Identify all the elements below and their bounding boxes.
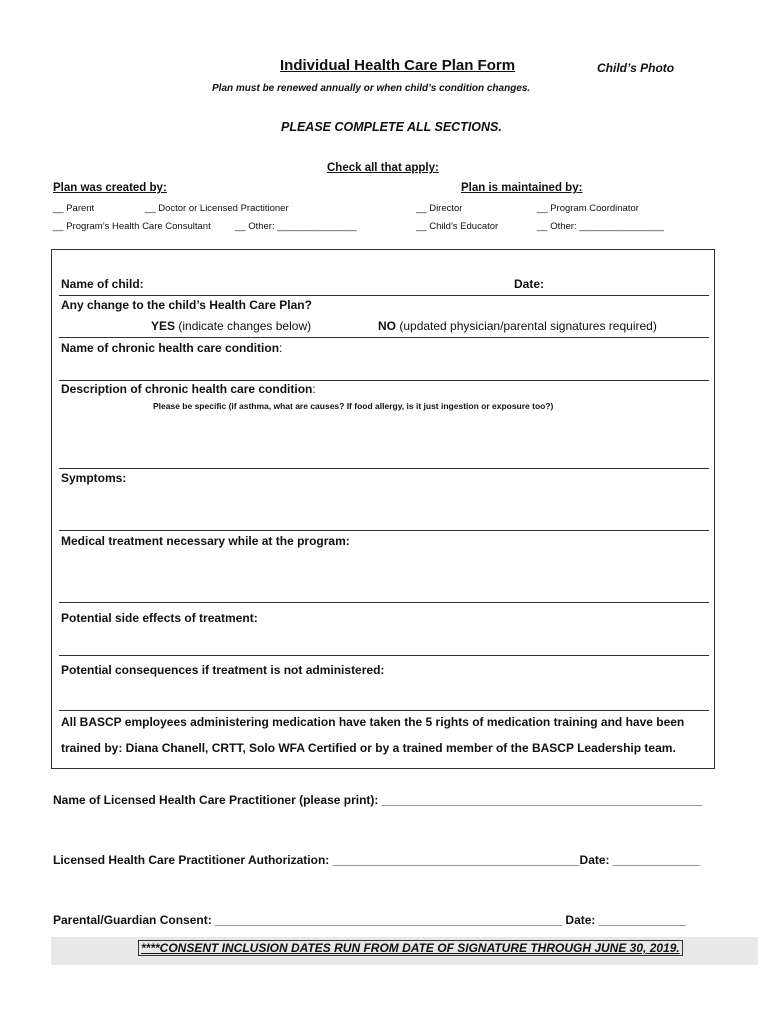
practitioner-authorization-field[interactable]: Licensed Health Care Practitioner Authorization: _____________________________________Date: _____________ (53, 853, 700, 867)
training-statement-line2: trained by: Diana Chanell, CRTT, Solo WFA Certified or by a trained member of the BASCP Leadership team. (61, 741, 676, 755)
yes-note: (indicate changes below) (178, 319, 312, 333)
date-label: Date: (514, 277, 545, 291)
consequences-label: Potential consequences if treatment is not administered: (61, 663, 385, 677)
treatment-field-line[interactable] (59, 602, 709, 603)
description-field-line[interactable] (59, 468, 709, 469)
symptoms-field-line[interactable] (59, 530, 709, 531)
consent-dates-text: ****CONSENT INCLUSION DATES RUN FROM DATE OF SIGNATURE THROUGH JUNE 30, 2019. (138, 940, 683, 956)
symptoms-label: Symptoms: (61, 471, 127, 485)
condition-field-line[interactable] (59, 380, 709, 381)
childs-photo-label: Child’s Photo (597, 61, 675, 75)
complete-all-notice: PLEASE COMPLETE ALL SECTIONS. (281, 120, 502, 134)
option-parent[interactable]: __ Parent (53, 203, 95, 214)
training-statement-line1: All BASCP employees administering medication have taken the 5 rights of medication training and have been (61, 715, 685, 729)
option-director[interactable]: __ Director (416, 203, 463, 214)
change-question: Any change to the child’s Health Care Plan? (61, 298, 312, 312)
name-field-line[interactable] (59, 295, 709, 296)
option-created-other[interactable]: __ Other: _______________ (235, 221, 357, 232)
option-maintained-other[interactable]: __ Other: ________________ (537, 221, 664, 232)
name-of-child-label: Name of child: (61, 277, 144, 291)
option-program-coordinator[interactable]: __ Program Coordinator (537, 203, 639, 214)
condition-name-label: Name of chronic health care condition: (61, 341, 283, 355)
no-note: (updated physician/parental signatures required) (399, 319, 657, 333)
consequences-field-line[interactable] (59, 710, 709, 711)
renewal-notice: Plan must be renewed annually or when child’s condition changes. (212, 83, 531, 94)
parental-consent-field[interactable]: Parental/Guardian Consent: ____________________________________________________ Date: _____________ (53, 913, 686, 927)
form-title: Individual Health Care Plan Form (280, 57, 516, 74)
no-label: NO (378, 319, 396, 333)
side-effects-label: Potential side effects of treatment: (61, 611, 258, 625)
no-option[interactable] (378, 319, 657, 333)
yes-option[interactable] (151, 319, 311, 333)
created-by-heading: Plan was created by: (53, 182, 167, 194)
check-all-heading: Check all that apply: (327, 162, 439, 174)
option-doctor[interactable]: __ Doctor or Licensed Practitioner (145, 203, 289, 214)
yes-label: YES (151, 319, 176, 333)
change-field-line (59, 337, 709, 338)
option-childs-educator[interactable]: __ Child’s Educator (416, 221, 499, 232)
consent-dates-banner (51, 937, 758, 965)
practitioner-name-field[interactable]: Name of Licensed Health Care Practitioner (please print): ________________________________________________ (53, 793, 703, 807)
side-effects-field-line[interactable] (59, 655, 709, 656)
description-label: Description of chronic health care condition: (61, 382, 316, 396)
treatment-label: Medical treatment necessary while at the program: (61, 534, 350, 548)
health-plan-box (51, 249, 715, 769)
maintained-by-heading: Plan is maintained by: (461, 182, 583, 194)
option-health-consultant[interactable]: __ Program’s Health Care Consultant (53, 221, 211, 232)
description-note: Please be specific (if asthma, what are causes? If food allergy, is it just ingestion or exposure too?) (153, 401, 554, 411)
